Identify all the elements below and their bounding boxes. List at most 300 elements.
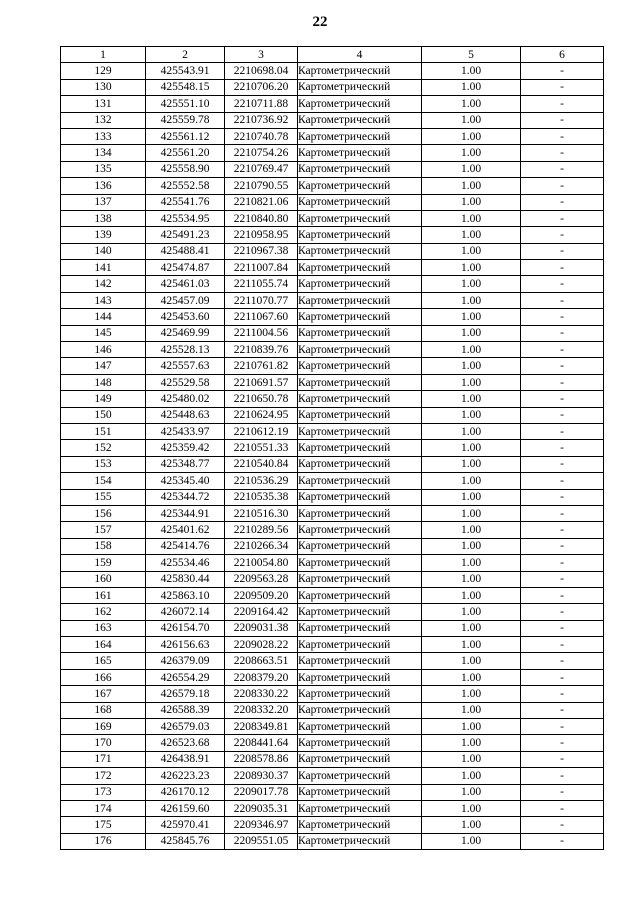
method-cell: Картометрический <box>298 522 422 538</box>
accuracy-cell: 1.00 <box>422 358 521 374</box>
y-coordinate-cell: 2210769.47 <box>225 161 298 177</box>
note-cell: - <box>521 833 604 849</box>
accuracy-cell: 1.00 <box>422 637 521 653</box>
note-cell: - <box>521 79 604 95</box>
x-coordinate-cell: 425552.58 <box>146 178 225 194</box>
note-cell: - <box>521 768 604 784</box>
method-cell: Картометрический <box>298 423 422 439</box>
y-coordinate-cell: 2208349.81 <box>225 719 298 735</box>
note-cell: - <box>521 96 604 112</box>
x-coordinate-cell: 425491.23 <box>146 227 225 243</box>
table-header-row <box>61 47 604 63</box>
y-coordinate-cell: 2210624.95 <box>225 407 298 423</box>
y-coordinate-cell: 2208332.20 <box>225 702 298 718</box>
method-cell: Картометрический <box>298 178 422 194</box>
table-row <box>61 522 604 538</box>
x-coordinate-cell: 426523.68 <box>146 735 225 751</box>
note-cell: - <box>521 784 604 800</box>
note-cell: - <box>521 63 604 79</box>
y-coordinate-cell: 2210711.88 <box>225 96 298 112</box>
point-number-cell: 138 <box>61 210 146 226</box>
accuracy-cell: 1.00 <box>422 456 521 472</box>
y-coordinate-cell: 2210551.33 <box>225 440 298 456</box>
y-coordinate-cell: 2210840.80 <box>225 210 298 226</box>
point-number-cell: 162 <box>61 604 146 620</box>
accuracy-cell: 1.00 <box>422 669 521 685</box>
x-coordinate-cell: 426154.70 <box>146 620 225 636</box>
table-row <box>61 342 604 358</box>
point-number-cell: 139 <box>61 227 146 243</box>
x-coordinate-cell: 425534.95 <box>146 210 225 226</box>
point-number-cell: 154 <box>61 473 146 489</box>
table-row <box>61 145 604 161</box>
table-row <box>61 325 604 341</box>
note-cell: - <box>521 473 604 489</box>
point-number-cell: 143 <box>61 292 146 308</box>
point-number-cell: 169 <box>61 719 146 735</box>
y-coordinate-cell: 2210536.29 <box>225 473 298 489</box>
y-coordinate-cell: 2208330.22 <box>225 686 298 702</box>
y-coordinate-cell: 2209028.22 <box>225 637 298 653</box>
point-number-cell: 146 <box>61 342 146 358</box>
y-coordinate-cell: 2209035.31 <box>225 800 298 816</box>
table-row <box>61 817 604 833</box>
note-cell: - <box>521 309 604 325</box>
point-number-cell: 155 <box>61 489 146 505</box>
method-cell: Картометрический <box>298 735 422 751</box>
point-number-cell: 163 <box>61 620 146 636</box>
y-coordinate-cell: 2210691.57 <box>225 374 298 390</box>
table-row <box>61 735 604 751</box>
method-cell: Картометрический <box>298 800 422 816</box>
y-coordinate-cell: 2208578.86 <box>225 751 298 767</box>
accuracy-cell: 1.00 <box>422 325 521 341</box>
note-cell: - <box>521 342 604 358</box>
table-row <box>61 637 604 653</box>
y-coordinate-cell: 2208441.64 <box>225 735 298 751</box>
table-row <box>61 161 604 177</box>
point-number-cell: 159 <box>61 555 146 571</box>
y-coordinate-cell: 2210761.82 <box>225 358 298 374</box>
x-coordinate-cell: 425457.09 <box>146 292 225 308</box>
accuracy-cell: 1.00 <box>422 292 521 308</box>
note-cell: - <box>521 522 604 538</box>
table-row <box>61 128 604 144</box>
y-coordinate-cell: 2210516.30 <box>225 505 298 521</box>
accuracy-cell: 1.00 <box>422 227 521 243</box>
y-coordinate-cell: 2210540.84 <box>225 456 298 472</box>
y-coordinate-cell: 2208930.37 <box>225 768 298 784</box>
column-header: 1 <box>61 47 146 63</box>
accuracy-cell: 1.00 <box>422 309 521 325</box>
method-cell: Картометрический <box>298 637 422 653</box>
x-coordinate-cell: 425345.40 <box>146 473 225 489</box>
method-cell: Картометрический <box>298 653 422 669</box>
note-cell: - <box>521 587 604 603</box>
x-coordinate-cell: 425551.10 <box>146 96 225 112</box>
method-cell: Картометрический <box>298 210 422 226</box>
accuracy-cell: 1.00 <box>422 817 521 833</box>
point-number-cell: 147 <box>61 358 146 374</box>
method-cell: Картометрический <box>298 587 422 603</box>
table-row <box>61 309 604 325</box>
x-coordinate-cell: 425561.12 <box>146 128 225 144</box>
column-header: 4 <box>298 47 422 63</box>
point-number-cell: 131 <box>61 96 146 112</box>
point-number-cell: 144 <box>61 309 146 325</box>
x-coordinate-cell: 426223.23 <box>146 768 225 784</box>
x-coordinate-cell: 426170.12 <box>146 784 225 800</box>
accuracy-cell: 1.00 <box>422 243 521 259</box>
point-number-cell: 137 <box>61 194 146 210</box>
method-cell: Картометрический <box>298 505 422 521</box>
method-cell: Картометрический <box>298 719 422 735</box>
table-row <box>61 473 604 489</box>
accuracy-cell: 1.00 <box>422 735 521 751</box>
method-cell: Картометрический <box>298 456 422 472</box>
column-header: 6 <box>521 47 604 63</box>
method-cell: Картометрический <box>298 374 422 390</box>
y-coordinate-cell: 2209164.42 <box>225 604 298 620</box>
point-number-cell: 165 <box>61 653 146 669</box>
accuracy-cell: 1.00 <box>422 571 521 587</box>
x-coordinate-cell: 425830.44 <box>146 571 225 587</box>
x-coordinate-cell: 426072.14 <box>146 604 225 620</box>
table-row <box>61 194 604 210</box>
method-cell: Картометрический <box>298 784 422 800</box>
table-row <box>61 440 604 456</box>
point-number-cell: 134 <box>61 145 146 161</box>
method-cell: Картометрический <box>298 243 422 259</box>
method-cell: Картометрический <box>298 63 422 79</box>
y-coordinate-cell: 2210958.95 <box>225 227 298 243</box>
accuracy-cell: 1.00 <box>422 833 521 849</box>
point-number-cell: 157 <box>61 522 146 538</box>
point-number-cell: 158 <box>61 538 146 554</box>
accuracy-cell: 1.00 <box>422 128 521 144</box>
accuracy-cell: 1.00 <box>422 538 521 554</box>
table-row <box>61 407 604 423</box>
method-cell: Картометрический <box>298 686 422 702</box>
y-coordinate-cell: 2210736.92 <box>225 112 298 128</box>
table-body <box>61 63 604 850</box>
note-cell: - <box>521 210 604 226</box>
accuracy-cell: 1.00 <box>422 178 521 194</box>
point-number-cell: 151 <box>61 423 146 439</box>
point-number-cell: 152 <box>61 440 146 456</box>
method-cell: Картометрический <box>298 768 422 784</box>
method-cell: Картометрический <box>298 342 422 358</box>
table-row <box>61 489 604 505</box>
table-row <box>61 768 604 784</box>
method-cell: Картометрический <box>298 538 422 554</box>
note-cell: - <box>521 620 604 636</box>
point-number-cell: 172 <box>61 768 146 784</box>
x-coordinate-cell: 425344.72 <box>146 489 225 505</box>
y-coordinate-cell: 2211004.56 <box>225 325 298 341</box>
table-row <box>61 604 604 620</box>
point-number-cell: 136 <box>61 178 146 194</box>
method-cell: Картометрический <box>298 473 422 489</box>
y-coordinate-cell: 2210706.20 <box>225 79 298 95</box>
note-cell: - <box>521 505 604 521</box>
method-cell: Картометрический <box>298 161 422 177</box>
note-cell: - <box>521 669 604 685</box>
x-coordinate-cell: 426438.91 <box>146 751 225 767</box>
point-number-cell: 142 <box>61 276 146 292</box>
y-coordinate-cell: 2211067.60 <box>225 309 298 325</box>
y-coordinate-cell: 2210967.38 <box>225 243 298 259</box>
x-coordinate-cell: 425557.63 <box>146 358 225 374</box>
table-row <box>61 620 604 636</box>
accuracy-cell: 1.00 <box>422 719 521 735</box>
x-coordinate-cell: 425548.15 <box>146 79 225 95</box>
note-cell: - <box>521 440 604 456</box>
accuracy-cell: 1.00 <box>422 96 521 112</box>
note-cell: - <box>521 161 604 177</box>
table-row <box>61 292 604 308</box>
point-number-cell: 133 <box>61 128 146 144</box>
y-coordinate-cell: 2211007.84 <box>225 260 298 276</box>
accuracy-cell: 1.00 <box>422 784 521 800</box>
y-coordinate-cell: 2209017.78 <box>225 784 298 800</box>
table-row <box>61 374 604 390</box>
table-row <box>61 800 604 816</box>
note-cell: - <box>521 751 604 767</box>
method-cell: Картометрический <box>298 227 422 243</box>
table-row <box>61 210 604 226</box>
x-coordinate-cell: 426156.63 <box>146 637 225 653</box>
x-coordinate-cell: 425448.63 <box>146 407 225 423</box>
x-coordinate-cell: 425474.87 <box>146 260 225 276</box>
method-cell: Картометрический <box>298 79 422 95</box>
y-coordinate-cell: 2209563.28 <box>225 571 298 587</box>
x-coordinate-cell: 425469.99 <box>146 325 225 341</box>
accuracy-cell: 1.00 <box>422 276 521 292</box>
method-cell: Картометрический <box>298 358 422 374</box>
accuracy-cell: 1.00 <box>422 440 521 456</box>
accuracy-cell: 1.00 <box>422 620 521 636</box>
method-cell: Картометрический <box>298 817 422 833</box>
method-cell: Картометрический <box>298 620 422 636</box>
accuracy-cell: 1.00 <box>422 522 521 538</box>
point-number-cell: 156 <box>61 505 146 521</box>
note-cell: - <box>521 276 604 292</box>
note-cell: - <box>521 374 604 390</box>
y-coordinate-cell: 2210535.38 <box>225 489 298 505</box>
table-row <box>61 653 604 669</box>
accuracy-cell: 1.00 <box>422 112 521 128</box>
y-coordinate-cell: 2210650.78 <box>225 391 298 407</box>
x-coordinate-cell: 425414.76 <box>146 538 225 554</box>
method-cell: Картометрический <box>298 604 422 620</box>
note-cell: - <box>521 325 604 341</box>
x-coordinate-cell: 425344.91 <box>146 505 225 521</box>
point-number-cell: 135 <box>61 161 146 177</box>
x-coordinate-cell: 426579.18 <box>146 686 225 702</box>
accuracy-cell: 1.00 <box>422 194 521 210</box>
method-cell: Картометрический <box>298 325 422 341</box>
accuracy-cell: 1.00 <box>422 604 521 620</box>
method-cell: Картометрический <box>298 112 422 128</box>
note-cell: - <box>521 604 604 620</box>
table-row <box>61 686 604 702</box>
table-row <box>61 178 604 194</box>
accuracy-cell: 1.00 <box>422 342 521 358</box>
note-cell: - <box>521 194 604 210</box>
table-row <box>61 227 604 243</box>
note-cell: - <box>521 571 604 587</box>
table-row <box>61 702 604 718</box>
method-cell: Картометрический <box>298 489 422 505</box>
x-coordinate-cell: 425528.13 <box>146 342 225 358</box>
x-coordinate-cell: 426588.39 <box>146 702 225 718</box>
table-row <box>61 555 604 571</box>
accuracy-cell: 1.00 <box>422 800 521 816</box>
note-cell: - <box>521 243 604 259</box>
note-cell: - <box>521 555 604 571</box>
x-coordinate-cell: 425348.77 <box>146 456 225 472</box>
y-coordinate-cell: 2211055.74 <box>225 276 298 292</box>
table-row <box>61 587 604 603</box>
y-coordinate-cell: 2210266.34 <box>225 538 298 554</box>
x-coordinate-cell: 425401.62 <box>146 522 225 538</box>
x-coordinate-cell: 425480.02 <box>146 391 225 407</box>
accuracy-cell: 1.00 <box>422 473 521 489</box>
note-cell: - <box>521 735 604 751</box>
y-coordinate-cell: 2210839.76 <box>225 342 298 358</box>
x-coordinate-cell: 426159.60 <box>146 800 225 816</box>
x-coordinate-cell: 425529.58 <box>146 374 225 390</box>
table-row <box>61 243 604 259</box>
accuracy-cell: 1.00 <box>422 587 521 603</box>
x-coordinate-cell: 425559.78 <box>146 112 225 128</box>
table-row <box>61 751 604 767</box>
y-coordinate-cell: 2208379.20 <box>225 669 298 685</box>
y-coordinate-cell: 2210754.26 <box>225 145 298 161</box>
x-coordinate-cell: 425461.03 <box>146 276 225 292</box>
point-number-cell: 171 <box>61 751 146 767</box>
point-number-cell: 145 <box>61 325 146 341</box>
point-number-cell: 168 <box>61 702 146 718</box>
point-number-cell: 161 <box>61 587 146 603</box>
method-cell: Картометрический <box>298 751 422 767</box>
accuracy-cell: 1.00 <box>422 79 521 95</box>
note-cell: - <box>521 178 604 194</box>
accuracy-cell: 1.00 <box>422 145 521 161</box>
method-cell: Картометрический <box>298 669 422 685</box>
point-number-cell: 173 <box>61 784 146 800</box>
accuracy-cell: 1.00 <box>422 260 521 276</box>
column-header: 5 <box>422 47 521 63</box>
point-number-cell: 141 <box>61 260 146 276</box>
accuracy-cell: 1.00 <box>422 161 521 177</box>
y-coordinate-cell: 2210054.80 <box>225 555 298 571</box>
x-coordinate-cell: 425534.46 <box>146 555 225 571</box>
accuracy-cell: 1.00 <box>422 210 521 226</box>
accuracy-cell: 1.00 <box>422 555 521 571</box>
method-cell: Картометрический <box>298 440 422 456</box>
x-coordinate-cell: 425543.91 <box>146 63 225 79</box>
x-coordinate-cell: 425359.42 <box>146 440 225 456</box>
point-number-cell: 153 <box>61 456 146 472</box>
method-cell: Картометрический <box>298 276 422 292</box>
method-cell: Картометрический <box>298 391 422 407</box>
x-coordinate-cell: 425845.76 <box>146 833 225 849</box>
table-row <box>61 96 604 112</box>
point-number-cell: 160 <box>61 571 146 587</box>
x-coordinate-cell: 425970.41 <box>146 817 225 833</box>
accuracy-cell: 1.00 <box>422 407 521 423</box>
method-cell: Картометрический <box>298 309 422 325</box>
note-cell: - <box>521 456 604 472</box>
table-row <box>61 669 604 685</box>
note-cell: - <box>521 423 604 439</box>
x-coordinate-cell: 426554.29 <box>146 669 225 685</box>
accuracy-cell: 1.00 <box>422 702 521 718</box>
table-row <box>61 63 604 79</box>
method-cell: Картометрический <box>298 96 422 112</box>
note-cell: - <box>521 145 604 161</box>
table-row <box>61 260 604 276</box>
method-cell: Картометрический <box>298 194 422 210</box>
note-cell: - <box>521 128 604 144</box>
accuracy-cell: 1.00 <box>422 768 521 784</box>
point-number-cell: 148 <box>61 374 146 390</box>
note-cell: - <box>521 686 604 702</box>
note-cell: - <box>521 260 604 276</box>
accuracy-cell: 1.00 <box>422 686 521 702</box>
accuracy-cell: 1.00 <box>422 63 521 79</box>
point-number-cell: 166 <box>61 669 146 685</box>
table-row <box>61 456 604 472</box>
note-cell: - <box>521 391 604 407</box>
method-cell: Картометрический <box>298 128 422 144</box>
accuracy-cell: 1.00 <box>422 374 521 390</box>
y-coordinate-cell: 2210740.78 <box>225 128 298 144</box>
table-row <box>61 571 604 587</box>
accuracy-cell: 1.00 <box>422 423 521 439</box>
y-coordinate-cell: 2210790.55 <box>225 178 298 194</box>
y-coordinate-cell: 2208663.51 <box>225 653 298 669</box>
note-cell: - <box>521 637 604 653</box>
note-cell: - <box>521 292 604 308</box>
point-number-cell: 174 <box>61 800 146 816</box>
x-coordinate-cell: 425433.97 <box>146 423 225 439</box>
note-cell: - <box>521 112 604 128</box>
column-header: 3 <box>225 47 298 63</box>
table-row <box>61 391 604 407</box>
x-coordinate-cell: 426579.03 <box>146 719 225 735</box>
note-cell: - <box>521 227 604 243</box>
note-cell: - <box>521 538 604 554</box>
y-coordinate-cell: 2210821.06 <box>225 194 298 210</box>
note-cell: - <box>521 358 604 374</box>
y-coordinate-cell: 2209551.05 <box>225 833 298 849</box>
x-coordinate-cell: 425561.20 <box>146 145 225 161</box>
table-row <box>61 276 604 292</box>
coordinates-table <box>60 46 604 850</box>
accuracy-cell: 1.00 <box>422 751 521 767</box>
note-cell: - <box>521 489 604 505</box>
point-number-cell: 167 <box>61 686 146 702</box>
column-header: 2 <box>146 47 225 63</box>
note-cell: - <box>521 407 604 423</box>
point-number-cell: 149 <box>61 391 146 407</box>
x-coordinate-cell: 425558.90 <box>146 161 225 177</box>
y-coordinate-cell: 2209031.38 <box>225 620 298 636</box>
x-coordinate-cell: 425541.76 <box>146 194 225 210</box>
